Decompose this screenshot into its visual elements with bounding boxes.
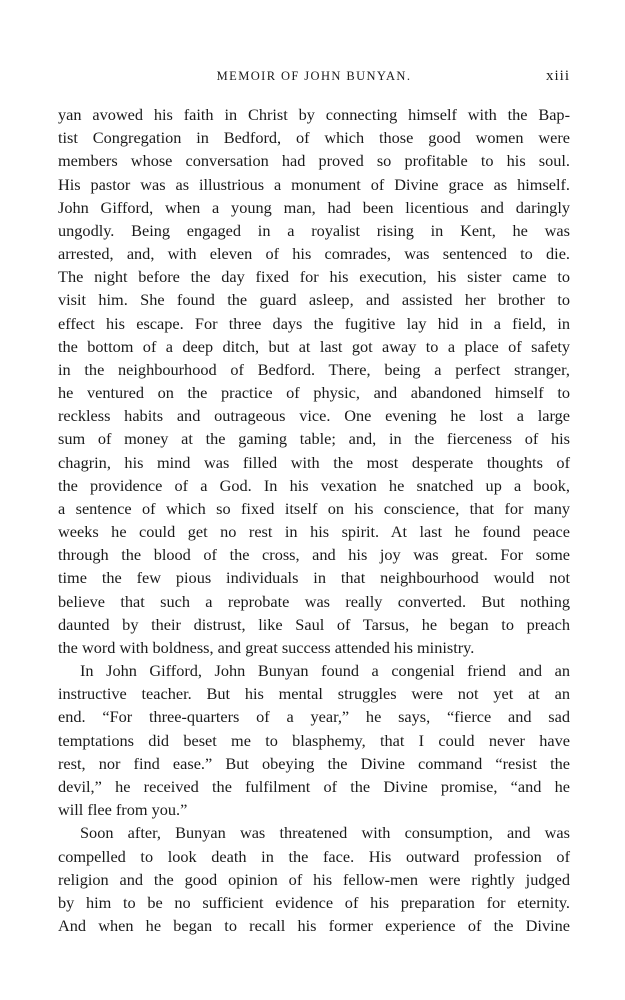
text-line: believe that such a reprobate was really converted. But nothing: [58, 591, 570, 611]
text-line: The night before the day fixed for his execution, his sister came to: [58, 267, 570, 287]
text-line: tist Congregation in Bedford, of which those good women were: [58, 128, 570, 148]
text-line: the providence of a God. In his vexation he snatched up a book,: [58, 475, 570, 495]
text-line: instructive teacher. But his mental struggles were not yet at an: [58, 684, 570, 704]
text-line: devil,” he received the fulfilment of the Divine promise, “and he: [58, 776, 570, 796]
text-line: Soon after, Bunyan was threatened with consumption, and was: [80, 823, 570, 843]
text-line: yan avowed his faith in Christ by connecting himself with the Bap-: [58, 105, 570, 124]
text-line: a sentence of which so fixed itself on his conscience, that for many: [58, 498, 570, 518]
text-line: compelled to look death in the face. His outward profession of: [58, 846, 570, 866]
text-line: In John Gifford, John Bunyan found a congenial friend and an: [80, 661, 570, 681]
text-line: the bottom of a deep ditch, but at last got away to a place of safety: [58, 336, 570, 356]
page-number: xiii: [545, 68, 570, 84]
text-line: time the few pious individuals in that neighbourhood would not: [58, 568, 570, 588]
text-line: John Gifford, when a young man, had been licentious and daringly: [58, 197, 570, 217]
text-line: religion and the good opinion of his fellow-men were rightly judged: [58, 869, 570, 889]
text-line: sum of money at the gaming table; and, in the fierceness of his: [58, 429, 570, 449]
text-line: weeks he could get no rest in his spirit. At last he found peace: [58, 522, 570, 542]
text-line: through the blood of the cross, and his joy was great. For some: [58, 545, 570, 565]
text-line: chagrin, his mind was filled with the most desperate thoughts of: [58, 452, 570, 472]
text-line: by him to be no sufficient evidence of his preparation for eternity.: [58, 892, 570, 912]
text-line: arrested, and, with eleven of his comrades, was sentenced to die.: [58, 244, 570, 264]
text-line: temptations did beset me to blasphemy, that I could never have: [58, 730, 570, 750]
text-line: daunted by their distrust, like Saul of Tarsus, he began to preach: [58, 614, 570, 634]
text-line: rest, nor find ease.” But obeying the Divine command “resist the: [58, 753, 570, 773]
text-line: visit him. She found the guard asleep, and assisted her brother to: [58, 290, 570, 310]
running-title: MEMOIR OF JOHN BUNYAN.: [216, 69, 412, 83]
text-line: end. “For three-quarters of a year,” he says, “fierce and sad: [58, 707, 570, 727]
text-line: effect his escape. For three days the fugitive lay hid in a field, in: [58, 313, 570, 333]
text-line: His pastor was as illustrious a monument of Divine grace as himself.: [58, 174, 570, 194]
text-line: the word with boldness, and great success attended his ministry.: [58, 637, 475, 657]
body-text: [58, 103, 570, 937]
text-line: reckless habits and outrageous vice. One evening he lost a large: [58, 406, 570, 426]
running-head: [58, 66, 570, 86]
text-line: ungodly. Being engaged in a royalist rising in Kent, he was: [58, 220, 570, 240]
text-line: will flee from you.”: [58, 800, 188, 820]
text-line: members whose conversation had proved so profitable to his soul.: [58, 151, 570, 171]
text-line: he ventured on the practice of physic, and abandoned himself to: [58, 383, 570, 403]
text-line: in the neighbourhood of Bedford. There, being a perfect stranger,: [58, 359, 570, 379]
text-line: And when he began to recall his former experience of the Divine: [58, 916, 570, 936]
